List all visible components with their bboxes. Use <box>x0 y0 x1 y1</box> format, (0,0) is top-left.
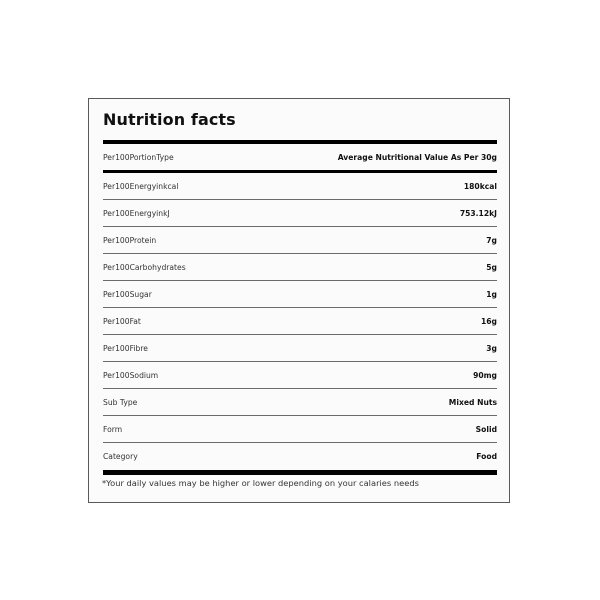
nutrient-label: Per100Energyinkcal <box>103 181 179 191</box>
nutrition-row-fibre <box>103 335 497 362</box>
nutrient-value: Food <box>476 452 497 461</box>
nutrient-label: Per100Fibre <box>103 343 148 353</box>
nutrient-label: Category <box>103 452 138 461</box>
nutrition-facts-title: Nutrition facts <box>103 110 236 129</box>
nutrient-label: Per100Carbohydrates <box>103 262 186 272</box>
nutrient-label: Per100Protein <box>103 235 157 245</box>
nutrition-row-form <box>103 416 497 443</box>
nutrition-row-sodium <box>103 362 497 389</box>
nutrition-row-sugar <box>103 281 497 308</box>
nutrient-value: Mixed Nuts <box>448 397 497 407</box>
portion-type-value: Average Nutritional Value As Per 30g <box>337 152 497 162</box>
nutrient-value: 1g <box>486 289 497 299</box>
nutrient-label: Per100Sodium <box>103 370 159 380</box>
nutrition-row-protein <box>103 227 497 254</box>
portion-type-header-row <box>103 144 497 170</box>
nutrient-value: 7g <box>486 235 497 245</box>
nutrient-value: 180kcal <box>463 181 497 191</box>
nutrient-label: Per100EnergyinkJ <box>103 208 170 218</box>
nutrient-value: 90mg <box>473 370 497 380</box>
nutrient-value: 3g <box>486 343 497 353</box>
daily-values-footnote: *Your daily values may be higher or lower depending on your calaries needs <box>102 478 419 488</box>
nutrient-value: 753.12kJ <box>459 208 497 218</box>
nutrition-row-sub-type <box>103 389 497 416</box>
nutrition-facts-panel <box>88 98 510 503</box>
nutrition-row-fat <box>103 308 497 335</box>
bottom-thick-divider <box>103 470 497 475</box>
nutrient-label: Form <box>103 424 123 434</box>
nutrient-value: 16g <box>480 316 497 326</box>
nutrition-row-carbohydrates <box>103 254 497 281</box>
nutrition-row-energy-kj <box>103 200 497 227</box>
nutrient-label: Sub Type <box>103 397 138 407</box>
nutrient-label: Per100Sugar <box>103 289 152 299</box>
nutrition-row-category <box>103 443 497 470</box>
nutrient-value: 5g <box>486 262 497 272</box>
portion-type-label: Per100PortionType <box>103 152 174 162</box>
nutrient-label: Per100Fat <box>103 316 141 326</box>
nutrient-value: Solid <box>475 424 497 434</box>
nutrition-row-energy-kcal <box>103 173 497 200</box>
